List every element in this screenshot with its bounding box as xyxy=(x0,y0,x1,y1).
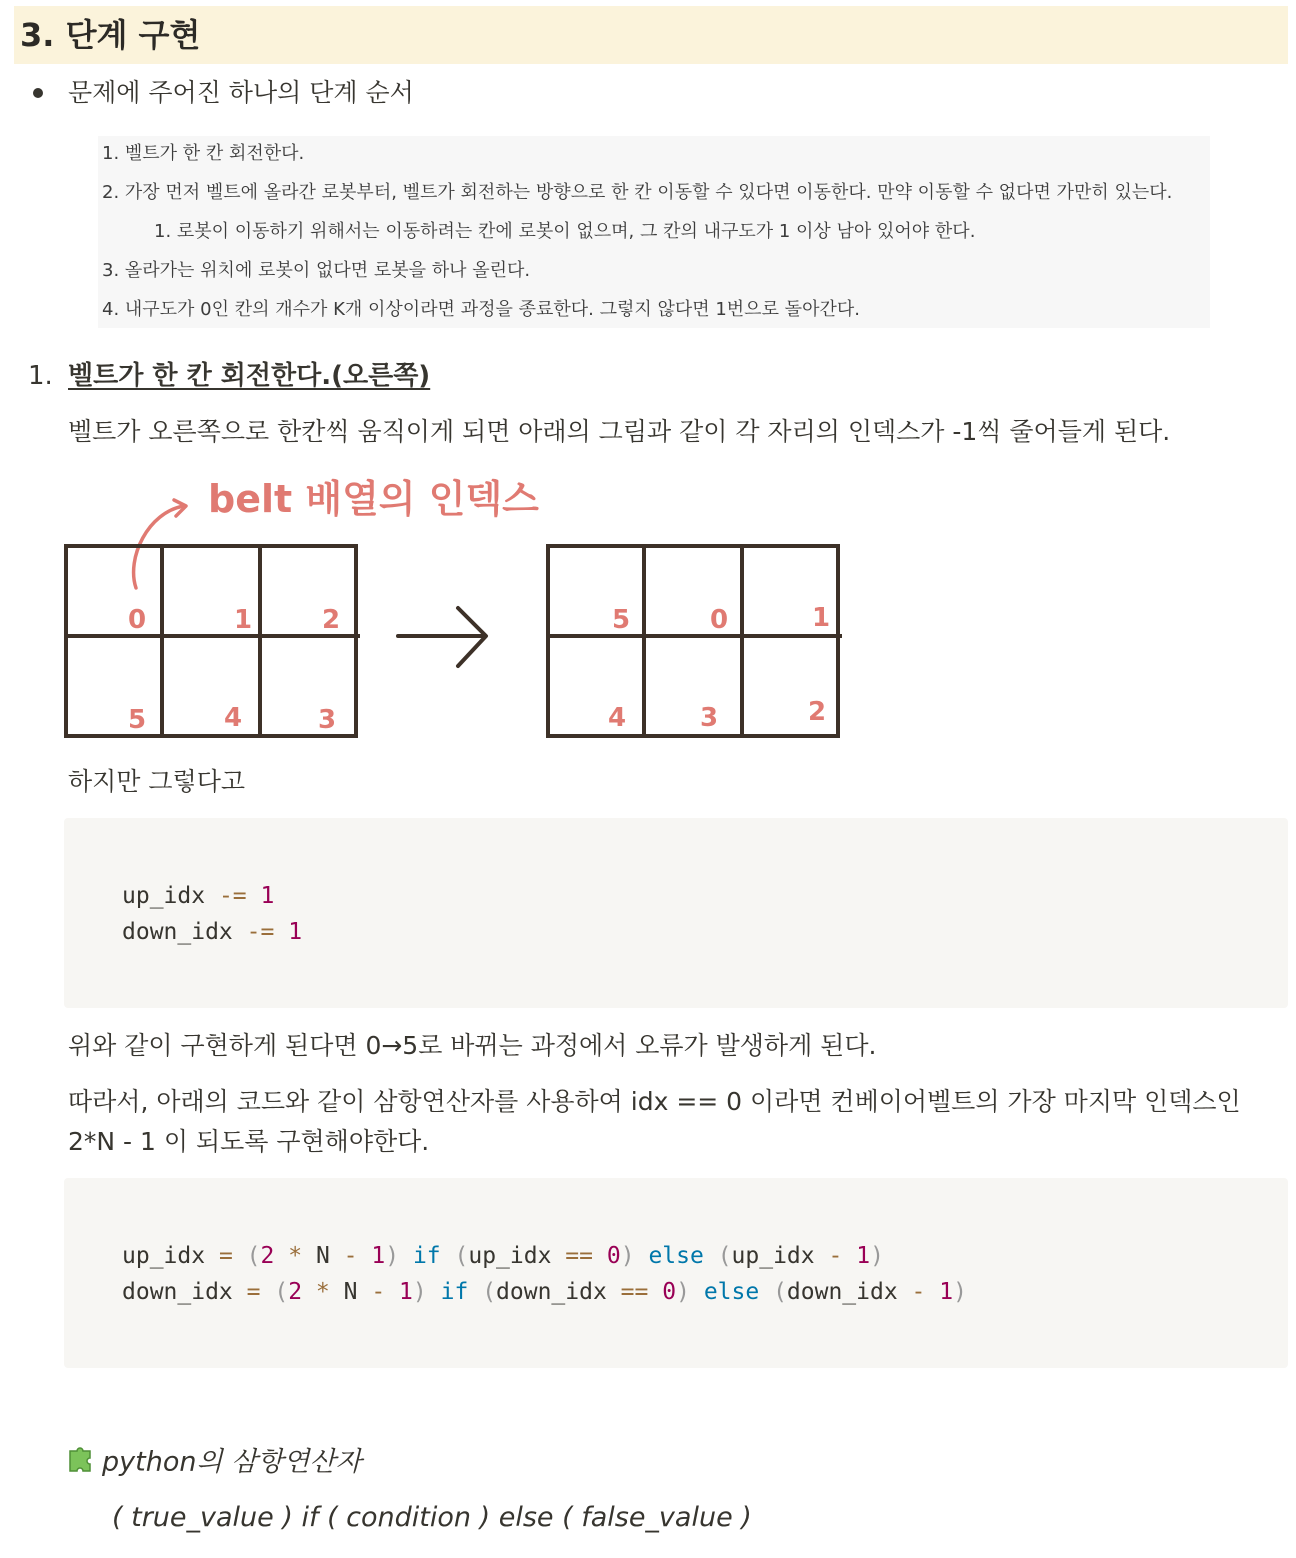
right-grid xyxy=(548,546,842,736)
error-text: 위와 같이 구현하게 된다면 0→5로 바뀌는 과정에서 오류가 발생하게 된다. xyxy=(68,1031,877,1060)
code-line: up_idx = (2 * N - 1) if (up_idx == 0) else (up_idx - 1) xyxy=(122,1243,884,1269)
therefore-text-line-1: 따라서, 아래의 코드와 같이 삼항연산자를 사용하여 idx == 0 이라면 컨베이어벨트의 가장 마지막 인덱스인 xyxy=(68,1087,1241,1116)
step-title-text: 벨트가 한 칸 회전한다.(오른쪽) xyxy=(68,361,431,391)
right-arrow-icon xyxy=(398,608,486,666)
left-bottom-label-0: 5 xyxy=(128,705,147,735)
callout-title-text: python의 삼항연산자 xyxy=(102,1446,362,1478)
right-bottom-label-2: 2 xyxy=(808,697,827,727)
bullet-dot-icon xyxy=(33,88,43,98)
section-heading: 3. 단계 구현 xyxy=(14,6,1288,64)
puzzle-icon xyxy=(66,1442,96,1484)
ternary-syntax: ( true_value ) if ( condition ) else ( false_value ) xyxy=(112,1502,752,1533)
callout-title xyxy=(66,1442,362,1484)
rule-3: 3. 올라가는 위치에 로봇이 없다면 로봇을 하나 올린다. xyxy=(102,260,531,281)
left-bottom-label-1: 4 xyxy=(224,703,243,733)
left-top-label-2: 2 xyxy=(322,605,341,635)
therefore-text-line-2: 2*N - 1 이 되도록 구현해야한다. xyxy=(68,1127,430,1156)
step-number: 1. xyxy=(28,361,53,391)
left-grid xyxy=(66,546,360,736)
rule-1: 1. 벨트가 한 칸 회전한다. xyxy=(102,143,305,164)
code-block-2[interactable] xyxy=(64,1178,1288,1368)
but-text: 하지만 그렇다고 xyxy=(68,767,245,796)
bullet-text: 문제에 주어진 하나의 단계 순서 xyxy=(68,78,414,107)
code-line: down_idx -= 1 xyxy=(122,919,303,945)
code-block-1[interactable] xyxy=(64,818,1288,1008)
right-top-label-2: 1 xyxy=(812,603,831,633)
left-bottom-label-2: 3 xyxy=(318,705,337,735)
rule-4: 4. 내구도가 0인 칸의 개수가 K개 이상이라면 과정을 종료한다. 그렇지 않다면 1번으로 돌아간다. xyxy=(102,299,860,320)
right-bottom-label-0: 4 xyxy=(608,703,627,733)
right-top-label-0: 5 xyxy=(612,605,631,635)
left-top-label-0: 0 xyxy=(128,605,147,635)
step-description: 벨트가 오른쪽으로 한칸씩 움직이게 되면 아래의 그림과 같이 각 자리의 인덱스가 -1씩 줄어들게 된다. xyxy=(68,417,1171,446)
code-line: down_idx = (2 * N - 1) if (down_idx == 0) else (down_idx - 1) xyxy=(122,1279,967,1305)
right-bottom-label-1: 3 xyxy=(700,703,719,733)
belt-index-figure xyxy=(56,470,856,750)
code-line: up_idx -= 1 xyxy=(122,883,275,909)
rule-2-1: 1. 로봇이 이동하기 위해서는 이동하려는 칸에 로봇이 없으며, 그 칸의 내구도가 1 이상 남아 있어야 한다. xyxy=(154,221,976,242)
rule-2: 2. 가장 먼저 벨트에 올라간 로봇부터, 벨트가 회전하는 방향으로 한 칸 이동할 수 있다면 이동한다. 만약 이동할 수 없다면 가만히 있는다. xyxy=(102,182,1173,203)
annotation-text: belt 배열의 인덱스 xyxy=(208,477,539,521)
right-top-label-1: 0 xyxy=(710,605,729,635)
left-top-label-1: 1 xyxy=(234,605,253,635)
problem-rules-image xyxy=(98,136,1210,328)
